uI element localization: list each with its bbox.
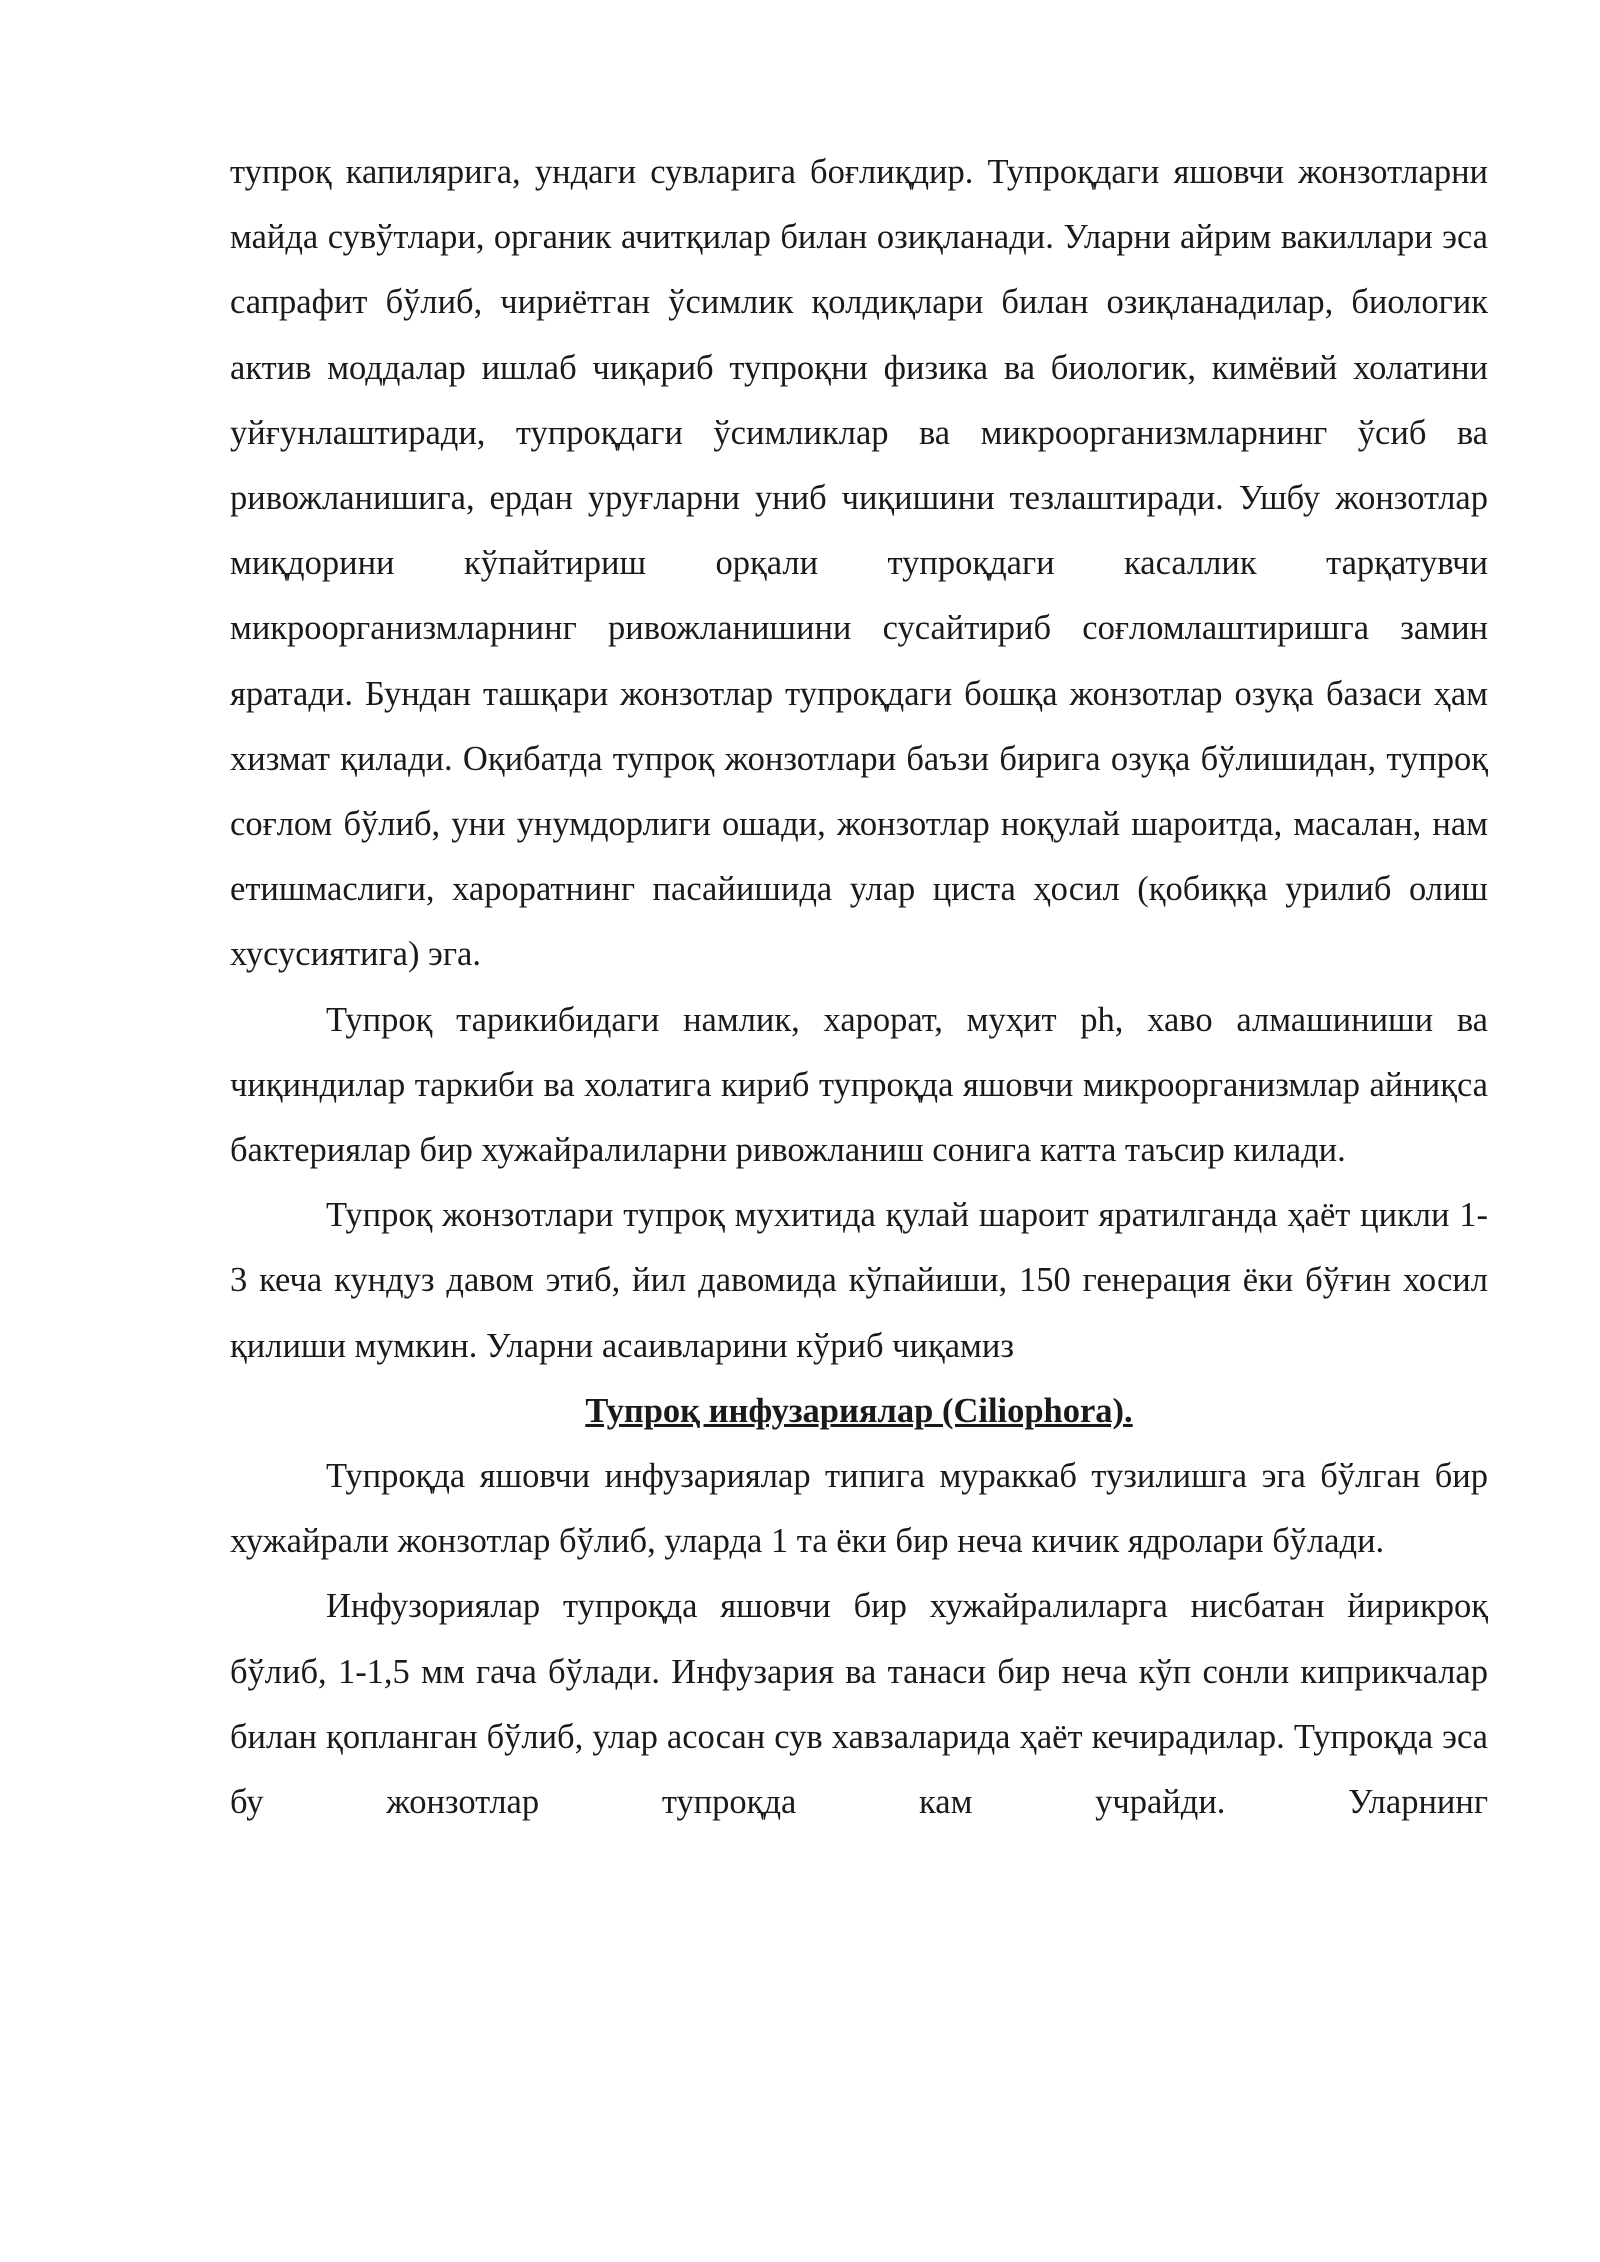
paragraph: тупроқ капилярига, ундаги сувларига боғлиқдир. Тупроқдаги яшовчи жонзотларни майда сувўтлари, органик ачитқилар билан озиқланади. Уларни айрим вакиллари эса сапрафит бўлиб, чириётган ўсимлик қолдиқлари билан озиқланадилар, биологик актив моддалар ишлаб чиқариб тупроқни физика ва биологик, кимёвий холатини уйғунлаштиради, тупроқдаги ўсимликлар ва микроорганизмларнинг ўсиб ва ривожланишига, ердан уруғларни униб чиқишини тезлаштиради. Ушбу жонзотлар миқдорини кўпайтириш орқали тупроқдаги касаллик тарқатувчи микроорганизмларнинг ривожланишини сусайтириб соғломлаштиришга замин яратади. Бундан ташқари жонзотлар тупроқдаги бошқа жонзотлар озуқа базаси ҳам хизмат қилади. Оқибатда тупроқ жонзотлари баъзи бирига озуқа бўлишидан, тупроқ соғлом бўлиб, уни унумдорлиги ошади, жонзотлар ноқулай шароитда, масалан, нам етишмаслиги, хароратнинг пасайишида улар циста ҳосил (қобиққа урилиб олиш хусусиятига) эга. (230, 153, 1488, 974)
paragraph: Тупроқда яшовчи инфузариялар типига мураккаб тузилишга эга бўлган бир хужайрали жонзотлар бўлиб, уларда 1 та ёки бир неча кичик ядролари бўлади. (230, 1457, 1488, 1561)
paragraph: Инфузориялар тупроқда яшовчи бир хужайралиларга нисбатан йирикроқ бўлиб, 1-1,5 мм гача бўлади. Инфузария ва танаси бир неча кўп сонли киприкчалар билан қопланган бўлиб, улар асосан сув хавзаларида ҳаёт кечирадилар. Тупроқда эса бу жонзотлар тупроқда кам учрайди. Уларнинг (230, 1587, 1488, 1822)
paragraph: Тупроқ жонзотлари тупроқ мухитида қулай шароит яратилганда ҳаёт цикли 1-3 кеча кундуз давом этиб, йил давомида кўпайиши, 150 генерация ёки бўғин хосил қилиши мумкин. Уларни асаивларини кўриб чиқамиз (230, 1196, 1488, 1365)
document-body (230, 140, 1488, 1835)
paragraph: Тупроқ тарикибидаги намлик, харорат, муҳит ph, хаво алмашиниши ва чиқиндилар таркиби ва холатига кириб тупроқда яшовчи микроорганизмлар айниқса бактериялар бир хужайралиларни ривожланиш сонига катта таъсир килади. (230, 1000, 1488, 1170)
section-heading: Тупроқ инфузариялар (Ciliophora). (585, 1391, 1133, 1430)
